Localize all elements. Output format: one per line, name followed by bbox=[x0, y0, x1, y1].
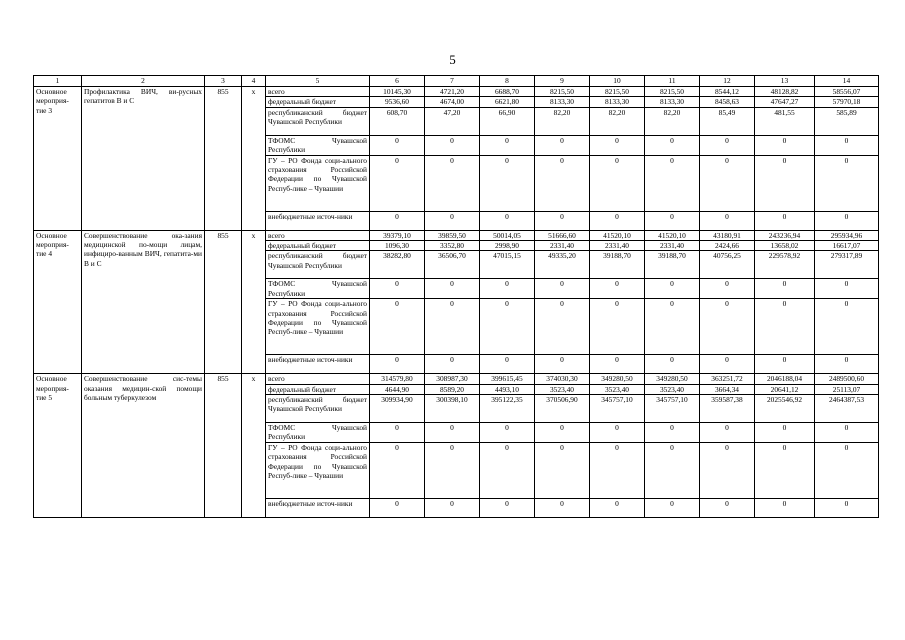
funding-source: федеральный бюджет bbox=[266, 384, 370, 394]
column-header-7: 7 bbox=[425, 76, 480, 87]
value-cell: 2331,40 bbox=[645, 241, 700, 251]
value-cell: 608,70 bbox=[370, 107, 425, 135]
value-cell: 0 bbox=[535, 299, 590, 355]
value-cell: 0 bbox=[425, 155, 480, 211]
value-cell: 4493,10 bbox=[480, 384, 535, 394]
value-cell: 41520,10 bbox=[590, 230, 645, 240]
value-cell: 39379,10 bbox=[370, 230, 425, 240]
event-name: Совершенствование сис-темы оказания медицин-ской помощи больным туберкулезом bbox=[82, 374, 205, 518]
event-name: Профилактика ВИЧ, ви-русных гепатитов В и С bbox=[82, 87, 205, 231]
value-cell: 58556,07 bbox=[815, 87, 879, 97]
value-cell: 243236,94 bbox=[755, 230, 815, 240]
value-cell: 50014,05 bbox=[480, 230, 535, 240]
value-cell: 349280,50 bbox=[590, 374, 645, 384]
value-cell: 0 bbox=[535, 211, 590, 230]
value-cell: 0 bbox=[535, 423, 590, 443]
value-cell: 0 bbox=[815, 355, 879, 374]
value-cell: 0 bbox=[370, 498, 425, 517]
value-cell: 0 bbox=[425, 442, 480, 498]
table-row bbox=[34, 87, 879, 97]
value-cell: 51666,60 bbox=[535, 230, 590, 240]
value-cell: 314579,80 bbox=[370, 374, 425, 384]
value-cell: 8215,50 bbox=[645, 87, 700, 97]
value-cell: 0 bbox=[700, 423, 755, 443]
page-number: 5 bbox=[449, 52, 456, 67]
value-cell: 0 bbox=[590, 299, 645, 355]
funding-source: всего bbox=[266, 230, 370, 240]
value-cell: 0 bbox=[645, 135, 700, 155]
value-cell: 8215,50 bbox=[590, 87, 645, 97]
value-cell: 359587,38 bbox=[700, 395, 755, 423]
value-cell: 0 bbox=[755, 442, 815, 498]
column-header-2: 2 bbox=[82, 76, 205, 87]
funding-source: внебюджетные источ-ники bbox=[266, 355, 370, 374]
value-cell: 0 bbox=[425, 135, 480, 155]
value-cell: 2046188,04 bbox=[755, 374, 815, 384]
value-cell: 0 bbox=[425, 211, 480, 230]
value-cell: 0 bbox=[370, 442, 425, 498]
funding-source: республиканский бюджет Чувашской Республики bbox=[266, 251, 370, 279]
value-cell: 0 bbox=[590, 355, 645, 374]
value-cell: 0 bbox=[425, 279, 480, 299]
value-cell: 0 bbox=[755, 211, 815, 230]
value-cell: 1096,30 bbox=[370, 241, 425, 251]
column-header-5: 5 bbox=[266, 76, 370, 87]
value-cell: 0 bbox=[535, 442, 590, 498]
value-cell: 0 bbox=[590, 498, 645, 517]
column-header-14: 14 bbox=[815, 76, 879, 87]
value-cell: 0 bbox=[755, 355, 815, 374]
value-cell: 308987,30 bbox=[425, 374, 480, 384]
value-cell: 43180,91 bbox=[700, 230, 755, 240]
value-cell: 0 bbox=[590, 442, 645, 498]
value-cell: 0 bbox=[370, 355, 425, 374]
value-cell: 0 bbox=[755, 299, 815, 355]
value-cell: 0 bbox=[645, 442, 700, 498]
value-cell: 0 bbox=[370, 423, 425, 443]
funding-source: ГУ – РО Фонда соци-ального страхования Российской Федерации по Чувашской Респуб-лике – Чувашии bbox=[266, 299, 370, 355]
funding-source: всего bbox=[266, 374, 370, 384]
value-cell: 0 bbox=[700, 279, 755, 299]
funding-source: всего bbox=[266, 87, 370, 97]
value-cell: 0 bbox=[370, 155, 425, 211]
budget-code: 855 bbox=[205, 374, 242, 518]
value-cell: 0 bbox=[815, 135, 879, 155]
value-cell: 363251,72 bbox=[700, 374, 755, 384]
value-cell: 9536,60 bbox=[370, 97, 425, 107]
value-cell: 0 bbox=[425, 355, 480, 374]
value-cell: 82,20 bbox=[590, 107, 645, 135]
value-cell: 399615,45 bbox=[480, 374, 535, 384]
value-cell: 0 bbox=[815, 279, 879, 299]
column-header-12: 12 bbox=[700, 76, 755, 87]
value-cell: 20641,12 bbox=[755, 384, 815, 394]
value-cell: 0 bbox=[480, 279, 535, 299]
value-cell: 82,20 bbox=[645, 107, 700, 135]
value-cell: 0 bbox=[815, 299, 879, 355]
value-cell: 585,89 bbox=[815, 107, 879, 135]
value-cell: 49335,20 bbox=[535, 251, 590, 279]
value-cell: 345757,10 bbox=[645, 395, 700, 423]
value-cell: 39188,70 bbox=[645, 251, 700, 279]
x-marker: x bbox=[242, 87, 266, 231]
value-cell: 3523,40 bbox=[535, 384, 590, 394]
funding-source: ГУ – РО Фонда соци-ального страхования Российской Федерации по Чувашской Респуб-лике – Чувашии bbox=[266, 155, 370, 211]
value-cell: 0 bbox=[815, 155, 879, 211]
value-cell: 57970,18 bbox=[815, 97, 879, 107]
value-cell: 395122,35 bbox=[480, 395, 535, 423]
value-cell: 0 bbox=[480, 211, 535, 230]
value-cell: 374030,30 bbox=[535, 374, 590, 384]
value-cell: 0 bbox=[815, 423, 879, 443]
value-cell: 0 bbox=[645, 155, 700, 211]
value-cell: 8589,20 bbox=[425, 384, 480, 394]
value-cell: 39859,50 bbox=[425, 230, 480, 240]
column-header-10: 10 bbox=[590, 76, 645, 87]
budget-code: 855 bbox=[205, 230, 242, 374]
budget-code: 855 bbox=[205, 87, 242, 231]
value-cell: 3523,40 bbox=[590, 384, 645, 394]
value-cell: 0 bbox=[480, 155, 535, 211]
value-cell: 8458,63 bbox=[700, 97, 755, 107]
value-cell: 0 bbox=[815, 442, 879, 498]
value-cell: 0 bbox=[480, 423, 535, 443]
table-row bbox=[34, 374, 879, 384]
event-number: Основное мероприя-тие 5 bbox=[34, 374, 82, 518]
column-header-8: 8 bbox=[480, 76, 535, 87]
value-cell: 2025546,92 bbox=[755, 395, 815, 423]
funding-source: федеральный бюджет bbox=[266, 241, 370, 251]
column-header-11: 11 bbox=[645, 76, 700, 87]
value-cell: 0 bbox=[700, 155, 755, 211]
value-cell: 41520,10 bbox=[645, 230, 700, 240]
column-header-4: 4 bbox=[242, 76, 266, 87]
value-cell: 279317,89 bbox=[815, 251, 879, 279]
budget-table bbox=[33, 75, 879, 518]
value-cell: 0 bbox=[755, 135, 815, 155]
value-cell: 2489500,60 bbox=[815, 374, 879, 384]
x-marker: x bbox=[242, 374, 266, 518]
value-cell: 309934,90 bbox=[370, 395, 425, 423]
value-cell: 0 bbox=[425, 299, 480, 355]
value-cell: 40756,25 bbox=[700, 251, 755, 279]
value-cell: 0 bbox=[815, 211, 879, 230]
funding-source: внебюджетные источ-ники bbox=[266, 498, 370, 517]
value-cell: 0 bbox=[700, 442, 755, 498]
value-cell: 0 bbox=[700, 498, 755, 517]
value-cell: 481,55 bbox=[755, 107, 815, 135]
value-cell: 0 bbox=[815, 498, 879, 517]
value-cell: 345757,10 bbox=[590, 395, 645, 423]
event-number: Основное мероприя-тие 3 bbox=[34, 87, 82, 231]
value-cell: 4674,00 bbox=[425, 97, 480, 107]
value-cell: 0 bbox=[535, 135, 590, 155]
value-cell: 0 bbox=[425, 423, 480, 443]
column-header-9: 9 bbox=[535, 76, 590, 87]
value-cell: 66,90 bbox=[480, 107, 535, 135]
value-cell: 10145,30 bbox=[370, 87, 425, 97]
value-cell: 2464387,53 bbox=[815, 395, 879, 423]
value-cell: 48128,82 bbox=[755, 87, 815, 97]
value-cell: 0 bbox=[480, 498, 535, 517]
value-cell: 3523,40 bbox=[645, 384, 700, 394]
value-cell: 0 bbox=[535, 279, 590, 299]
table-body bbox=[34, 87, 879, 518]
value-cell: 0 bbox=[645, 498, 700, 517]
value-cell: 0 bbox=[645, 211, 700, 230]
event-number: Основное мероприя-тие 4 bbox=[34, 230, 82, 374]
value-cell: 0 bbox=[535, 498, 590, 517]
event-name: Совершенствование ока-зания медицинской по-мощи лицам, инфициро-ванным ВИЧ, гепатита-ми В и С bbox=[82, 230, 205, 374]
value-cell: 36506,70 bbox=[425, 251, 480, 279]
value-cell: 8215,50 bbox=[535, 87, 590, 97]
value-cell: 8133,30 bbox=[645, 97, 700, 107]
value-cell: 13658,02 bbox=[755, 241, 815, 251]
value-cell: 300398,10 bbox=[425, 395, 480, 423]
value-cell: 0 bbox=[700, 135, 755, 155]
value-cell: 0 bbox=[480, 299, 535, 355]
value-cell: 38282,80 bbox=[370, 251, 425, 279]
value-cell: 0 bbox=[535, 155, 590, 211]
header-row bbox=[34, 76, 879, 87]
value-cell: 0 bbox=[755, 279, 815, 299]
value-cell: 85,49 bbox=[700, 107, 755, 135]
value-cell: 3352,80 bbox=[425, 241, 480, 251]
value-cell: 0 bbox=[700, 211, 755, 230]
value-cell: 0 bbox=[370, 211, 425, 230]
value-cell: 47015,15 bbox=[480, 251, 535, 279]
value-cell: 370506,90 bbox=[535, 395, 590, 423]
value-cell: 0 bbox=[755, 155, 815, 211]
value-cell: 0 bbox=[755, 423, 815, 443]
value-cell: 0 bbox=[370, 299, 425, 355]
value-cell: 0 bbox=[590, 423, 645, 443]
value-cell: 229578,92 bbox=[755, 251, 815, 279]
value-cell: 16617,07 bbox=[815, 241, 879, 251]
value-cell: 4721,20 bbox=[425, 87, 480, 97]
table-row bbox=[34, 230, 879, 240]
value-cell: 25113,07 bbox=[815, 384, 879, 394]
value-cell: 2424,66 bbox=[700, 241, 755, 251]
column-header-13: 13 bbox=[755, 76, 815, 87]
value-cell: 0 bbox=[645, 279, 700, 299]
value-cell: 47,20 bbox=[425, 107, 480, 135]
value-cell: 2331,40 bbox=[590, 241, 645, 251]
value-cell: 0 bbox=[645, 423, 700, 443]
value-cell: 82,20 bbox=[535, 107, 590, 135]
value-cell: 0 bbox=[425, 498, 480, 517]
value-cell: 0 bbox=[480, 442, 535, 498]
value-cell: 0 bbox=[645, 299, 700, 355]
column-header-1: 1 bbox=[34, 76, 82, 87]
value-cell: 2331,40 bbox=[535, 241, 590, 251]
value-cell: 0 bbox=[480, 135, 535, 155]
value-cell: 0 bbox=[755, 498, 815, 517]
value-cell: 8133,30 bbox=[590, 97, 645, 107]
value-cell: 0 bbox=[700, 299, 755, 355]
value-cell: 0 bbox=[645, 355, 700, 374]
value-cell: 0 bbox=[700, 355, 755, 374]
value-cell: 8544,12 bbox=[700, 87, 755, 97]
value-cell: 4644,90 bbox=[370, 384, 425, 394]
value-cell: 2998,90 bbox=[480, 241, 535, 251]
value-cell: 0 bbox=[590, 279, 645, 299]
value-cell: 3664,34 bbox=[700, 384, 755, 394]
value-cell: 349280,50 bbox=[645, 374, 700, 384]
funding-source: внебюджетные источ-ники bbox=[266, 211, 370, 230]
value-cell: 0 bbox=[370, 135, 425, 155]
column-header-3: 3 bbox=[205, 76, 242, 87]
funding-source: федеральный бюджет bbox=[266, 97, 370, 107]
funding-source: республиканский бюджет Чувашской Республики bbox=[266, 395, 370, 423]
value-cell: 39188,70 bbox=[590, 251, 645, 279]
value-cell: 0 bbox=[370, 279, 425, 299]
value-cell: 0 bbox=[480, 355, 535, 374]
value-cell: 0 bbox=[535, 355, 590, 374]
funding-source: ТФОМС Чувашской Республики bbox=[266, 135, 370, 155]
funding-source: ТФОМС Чувашской Республики bbox=[266, 423, 370, 443]
value-cell: 295934,96 bbox=[815, 230, 879, 240]
funding-source: ГУ – РО Фонда соци-ального страхования Российской Федерации по Чувашской Респуб-лике – Чувашии bbox=[266, 442, 370, 498]
value-cell: 47647,27 bbox=[755, 97, 815, 107]
funding-source: ТФОМС Чувашской Республики bbox=[266, 279, 370, 299]
x-marker: x bbox=[242, 230, 266, 374]
column-header-6: 6 bbox=[370, 76, 425, 87]
value-cell: 0 bbox=[590, 211, 645, 230]
funding-source: республиканский бюджет Чувашской Республики bbox=[266, 107, 370, 135]
value-cell: 6688,70 bbox=[480, 87, 535, 97]
value-cell: 6621,80 bbox=[480, 97, 535, 107]
value-cell: 8133,30 bbox=[535, 97, 590, 107]
value-cell: 0 bbox=[590, 135, 645, 155]
value-cell: 0 bbox=[590, 155, 645, 211]
